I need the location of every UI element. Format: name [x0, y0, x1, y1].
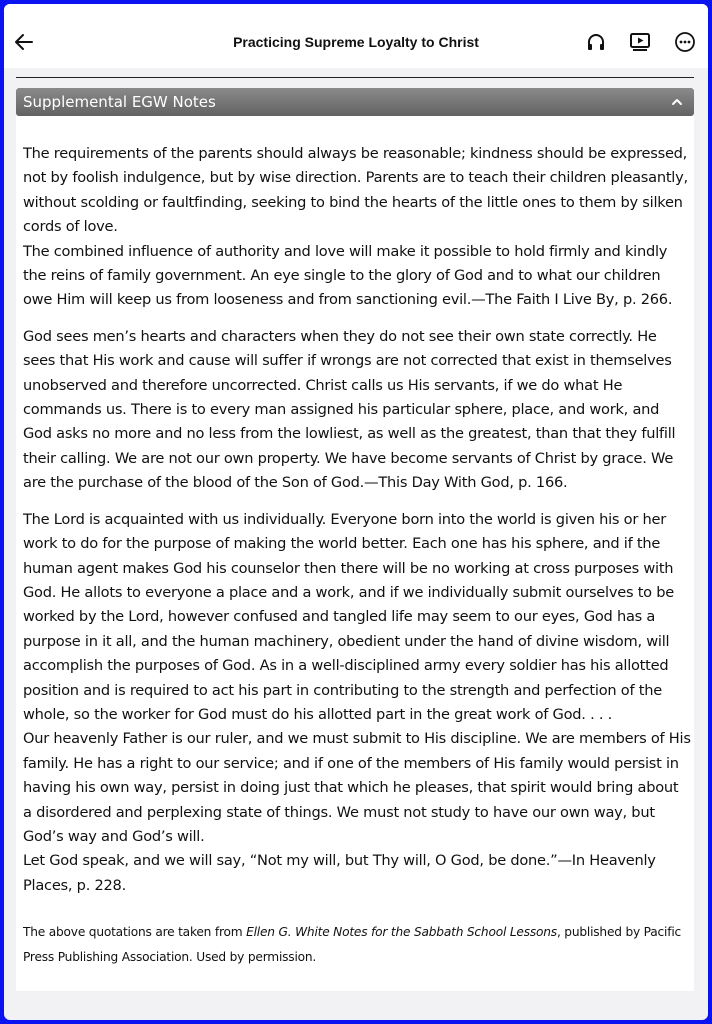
page-title: Practicing Supreme Loyalty to Christ — [233, 34, 479, 50]
source-book-title: Ellen G. White Notes for the Sabbath School Lessons — [246, 925, 557, 939]
attribution-suffix: , published by Pacific Press Publishing Association. Used by permission. — [23, 925, 682, 964]
top-navigation-bar — [4, 4, 708, 68]
arrow-left-icon[interactable] — [12, 30, 36, 54]
section-header-supplemental-notes[interactable] — [16, 88, 694, 116]
attribution-prefix: The above quotations are taken from — [23, 925, 247, 939]
paragraph: The combined influence of authority and love will make it possible to hold firmly and kindly the reins of family government. An eye single to the glory of God and to what our children owe Him will keep us from looseness and from sanctioning evil.—The Faith I Live By, p. 266. — [23, 242, 673, 309]
app-screen — [4, 4, 708, 1020]
paragraph: The Lord is acquainted with us individually. Everyone born into the world is given his or her work to do for the purpose of making the world better. Each one has his sphere, and if the human agent makes God his counselor then there will be no working at cross purposes with God. He allots to everyone a place and a work, and if we individually submit ourselves to be worked by the Lord, however confused and tangled life may seem to our eyes, God has a purpose in it all, and the human machinery, obedient under the hand of divine wisdom, will accomplish the purposes of God. As in a well-disciplined army every soldier has his allotted position and is required to act his part in contributing to the strength and perfection of the whole, so the worker for God must do his allotted part in the great work of God. . . . — [23, 510, 674, 723]
more-options-icon[interactable] — [674, 31, 696, 53]
header-divider — [16, 77, 694, 78]
paragraph: God sees men’s hearts and characters when they do not see their own state correctly. He sees that His work and cause will suffer if wrongs are not corrected that exist in themselves unobserved and therefore uncorrected. Christ calls us His servants, if we do what He commands us. There is to every man assigned his particular sphere, place, and work, and God asks no more and no less from the lowliest, as well as the greatest, than that they fulfill their calling. We are not our own property. We have become servants of Christ by grace. We are the purchase of the blood of the Son of God.—This Day With God, p. 166. — [23, 327, 676, 492]
play-video-icon[interactable] — [629, 31, 651, 53]
attribution-note — [23, 920, 689, 970]
paragraph-spacer — [23, 496, 691, 508]
headphones-icon[interactable] — [585, 31, 607, 53]
notes-body — [23, 142, 691, 898]
paragraph: Let God speak, and we will say, “Not my will, but Thy will, O God, be done.”—In Heavenly Places, p. 228. — [23, 852, 656, 894]
paragraph-spacer — [23, 313, 691, 325]
paragraph: Our heavenly Father is our ruler, and we must submit to His discipline. We are members of His family. He has a right to our service; and if one of the members of His family would persist in having his own way, persist in doing just that which he pleases, that spirit would bring about a disordered and perplexing state of things. We must not study to have our own way, but God’s way and God’s will. — [23, 730, 691, 845]
chevron-up-icon[interactable] — [670, 95, 684, 109]
paragraph: The requirements of the parents should always be reasonable; kindness should be expressed, not by foolish indulgence, but by wise direction. Parents are to teach their children pleasantly, without scolding or faultfinding, seeking to bind the hearts of the little ones to them by silken cords of love. — [23, 145, 688, 236]
notes-panel — [16, 88, 694, 991]
section-title: Supplemental EGW Notes — [23, 93, 216, 111]
